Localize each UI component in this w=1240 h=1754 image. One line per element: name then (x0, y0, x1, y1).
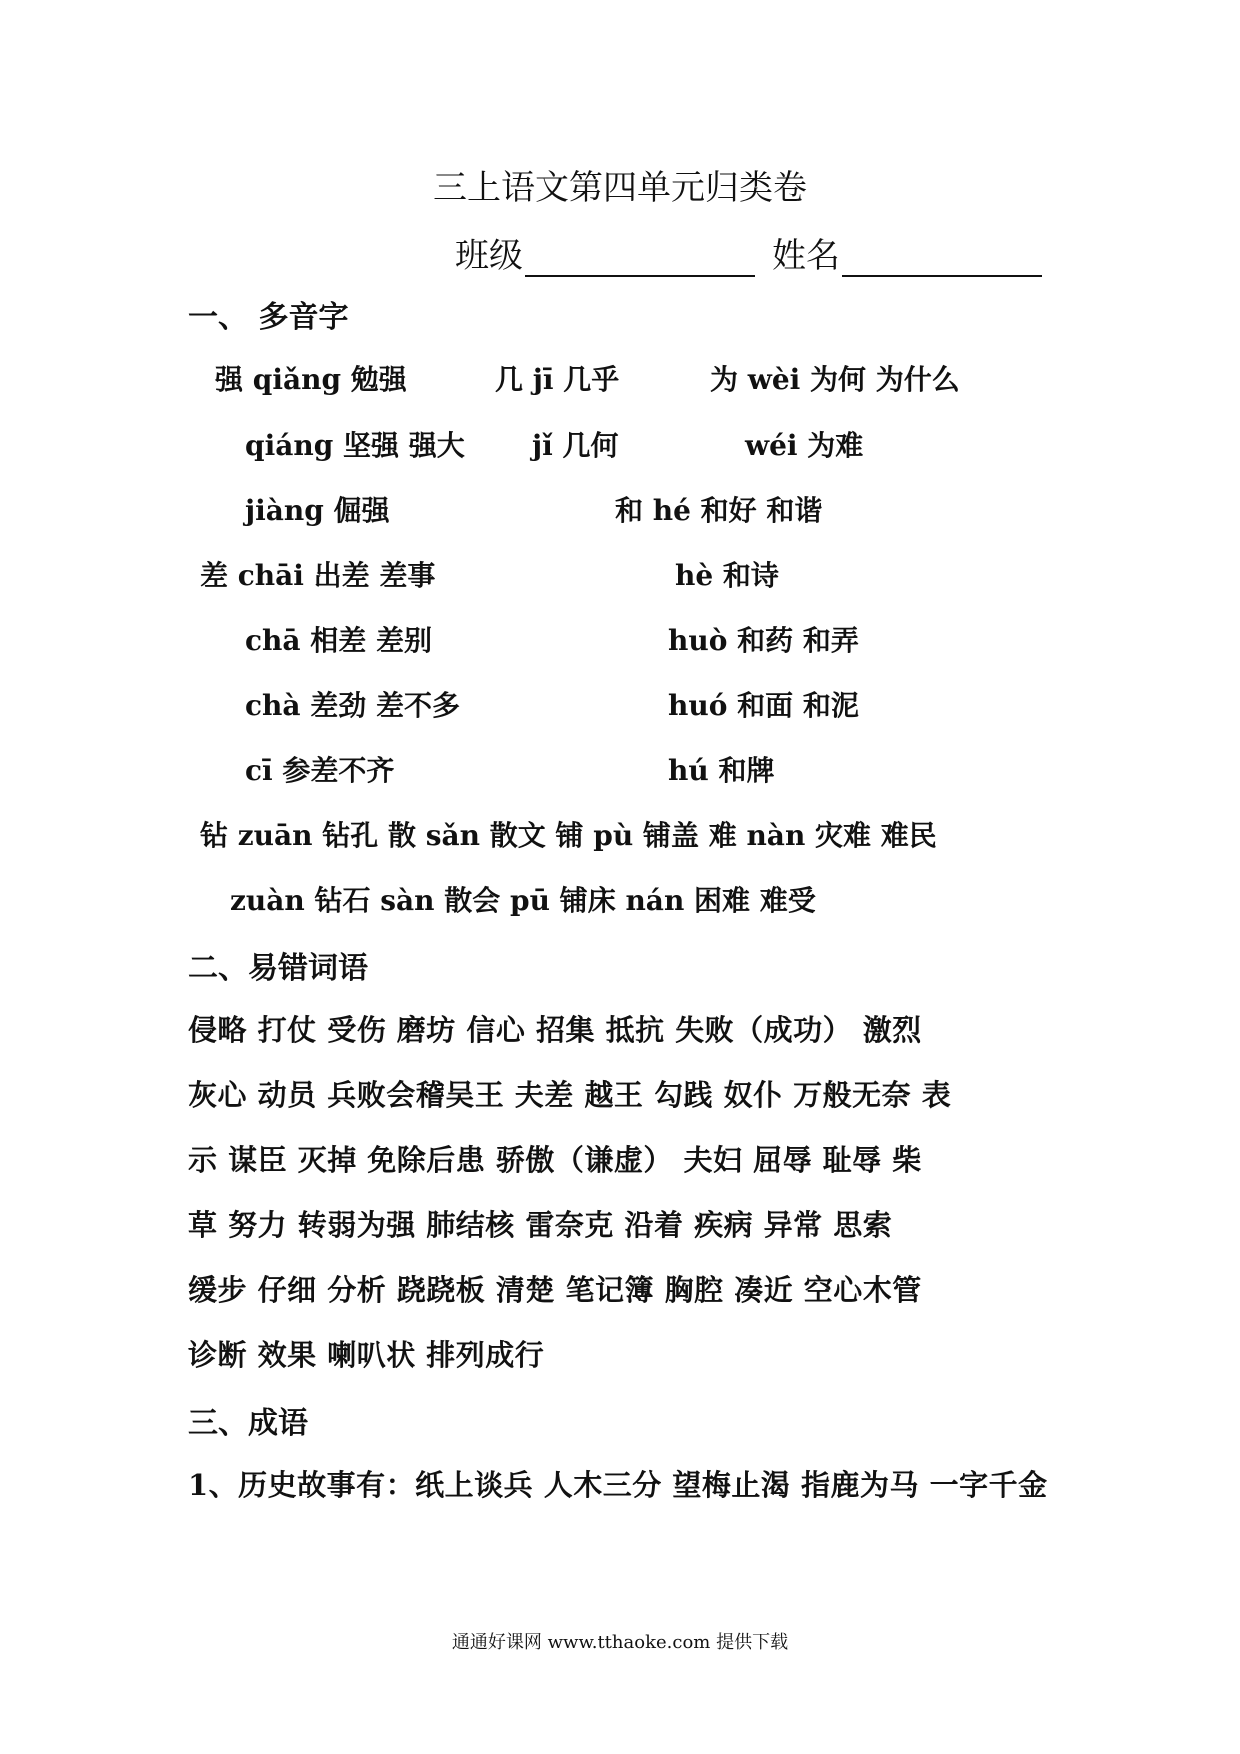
name-blank (842, 245, 1042, 277)
polyphone-row-zuan-san-pu-nan-1: 钻 zuān 钻孔 散 sǎn 散文 铺 pù 铺盖 难 nàn 灾难 难民 (200, 819, 937, 852)
polyphone-he-5: hú 和牌 (668, 754, 775, 787)
wrong-words-line: 示 谋臣 灭掉 免除后患 骄傲（谦虚） 夫妇 屈辱 耻辱 柴 (188, 1143, 922, 1177)
polyphone-qiang-3: jiàng 倔强 (245, 494, 390, 527)
wrong-words-line: 侵略 打仗 受伤 磨坊 信心 招集 抵抗 失败（成功） 激烈 (188, 1013, 922, 1047)
polyphone-qiang-2: qiáng 坚强 强大 (245, 429, 465, 462)
wrong-words-line: 草 努力 转弱为强 肺结核 雷奈克 沿着 疾病 异常 思索 (188, 1208, 893, 1242)
section-heading-polyphones: 一、 多音字 (188, 300, 349, 335)
polyphone-cha-2: chā 相差 差别 (245, 624, 433, 657)
section-heading-idioms: 三、成语 (188, 1406, 308, 1441)
polyphone-he-2: hè 和诗 (675, 559, 779, 592)
polyphone-qiang-1: 强 qiǎng 勉强 (215, 363, 407, 396)
polyphone-he-4: huó 和面 和泥 (668, 689, 859, 722)
polyphone-cha-4: cī 参差不齐 (245, 754, 395, 787)
wrong-words-line: 灰心 动员 兵败会稽吴王 夫差 越王 勾践 奴仆 万般无奈 表 (188, 1078, 952, 1112)
polyphone-cha-3: chà 差劲 差不多 (245, 689, 461, 722)
page-title: 三上语文第四单元归类卷 (433, 168, 807, 208)
polyphone-wei-2: wéi 为难 (745, 429, 864, 462)
name-field (772, 228, 1042, 277)
polyphone-he-1: 和 hé 和好 和谐 (615, 494, 823, 527)
class-blank (525, 245, 755, 277)
class-label: 班级 (455, 236, 523, 276)
polyphone-he-3: huò 和药 和弄 (668, 624, 859, 657)
polyphone-ji-1: 几 jī 几乎 (495, 363, 620, 396)
wrong-words-line: 诊断 效果 喇叭状 排列成行 (188, 1338, 545, 1372)
polyphone-wei-1: 为 wèi 为何 为什么 (710, 363, 960, 396)
polyphone-cha-1: 差 chāi 出差 差事 (200, 559, 436, 592)
section-heading-wrong-words: 二、易错词语 (188, 951, 368, 986)
wrong-words-line: 缓步 仔细 分析 跷跷板 清楚 笔记簿 胸腔 凑近 空心木管 (188, 1273, 922, 1307)
class-field (455, 228, 755, 277)
name-label: 姓名 (772, 236, 840, 276)
idioms-history-line: 1、历史故事有：纸上谈兵 人木三分 望梅止渴 指鹿为马 一字千金 (188, 1468, 1048, 1502)
footer-source: 通通好课网 www.tthaoke.com 提供下载 (451, 1632, 789, 1653)
polyphone-ji-2: jǐ 几何 (532, 429, 619, 462)
polyphone-row-zuan-san-pu-nan-2: zuàn 钻石 sàn 散会 pū 铺床 nán 困难 难受 (230, 884, 816, 917)
